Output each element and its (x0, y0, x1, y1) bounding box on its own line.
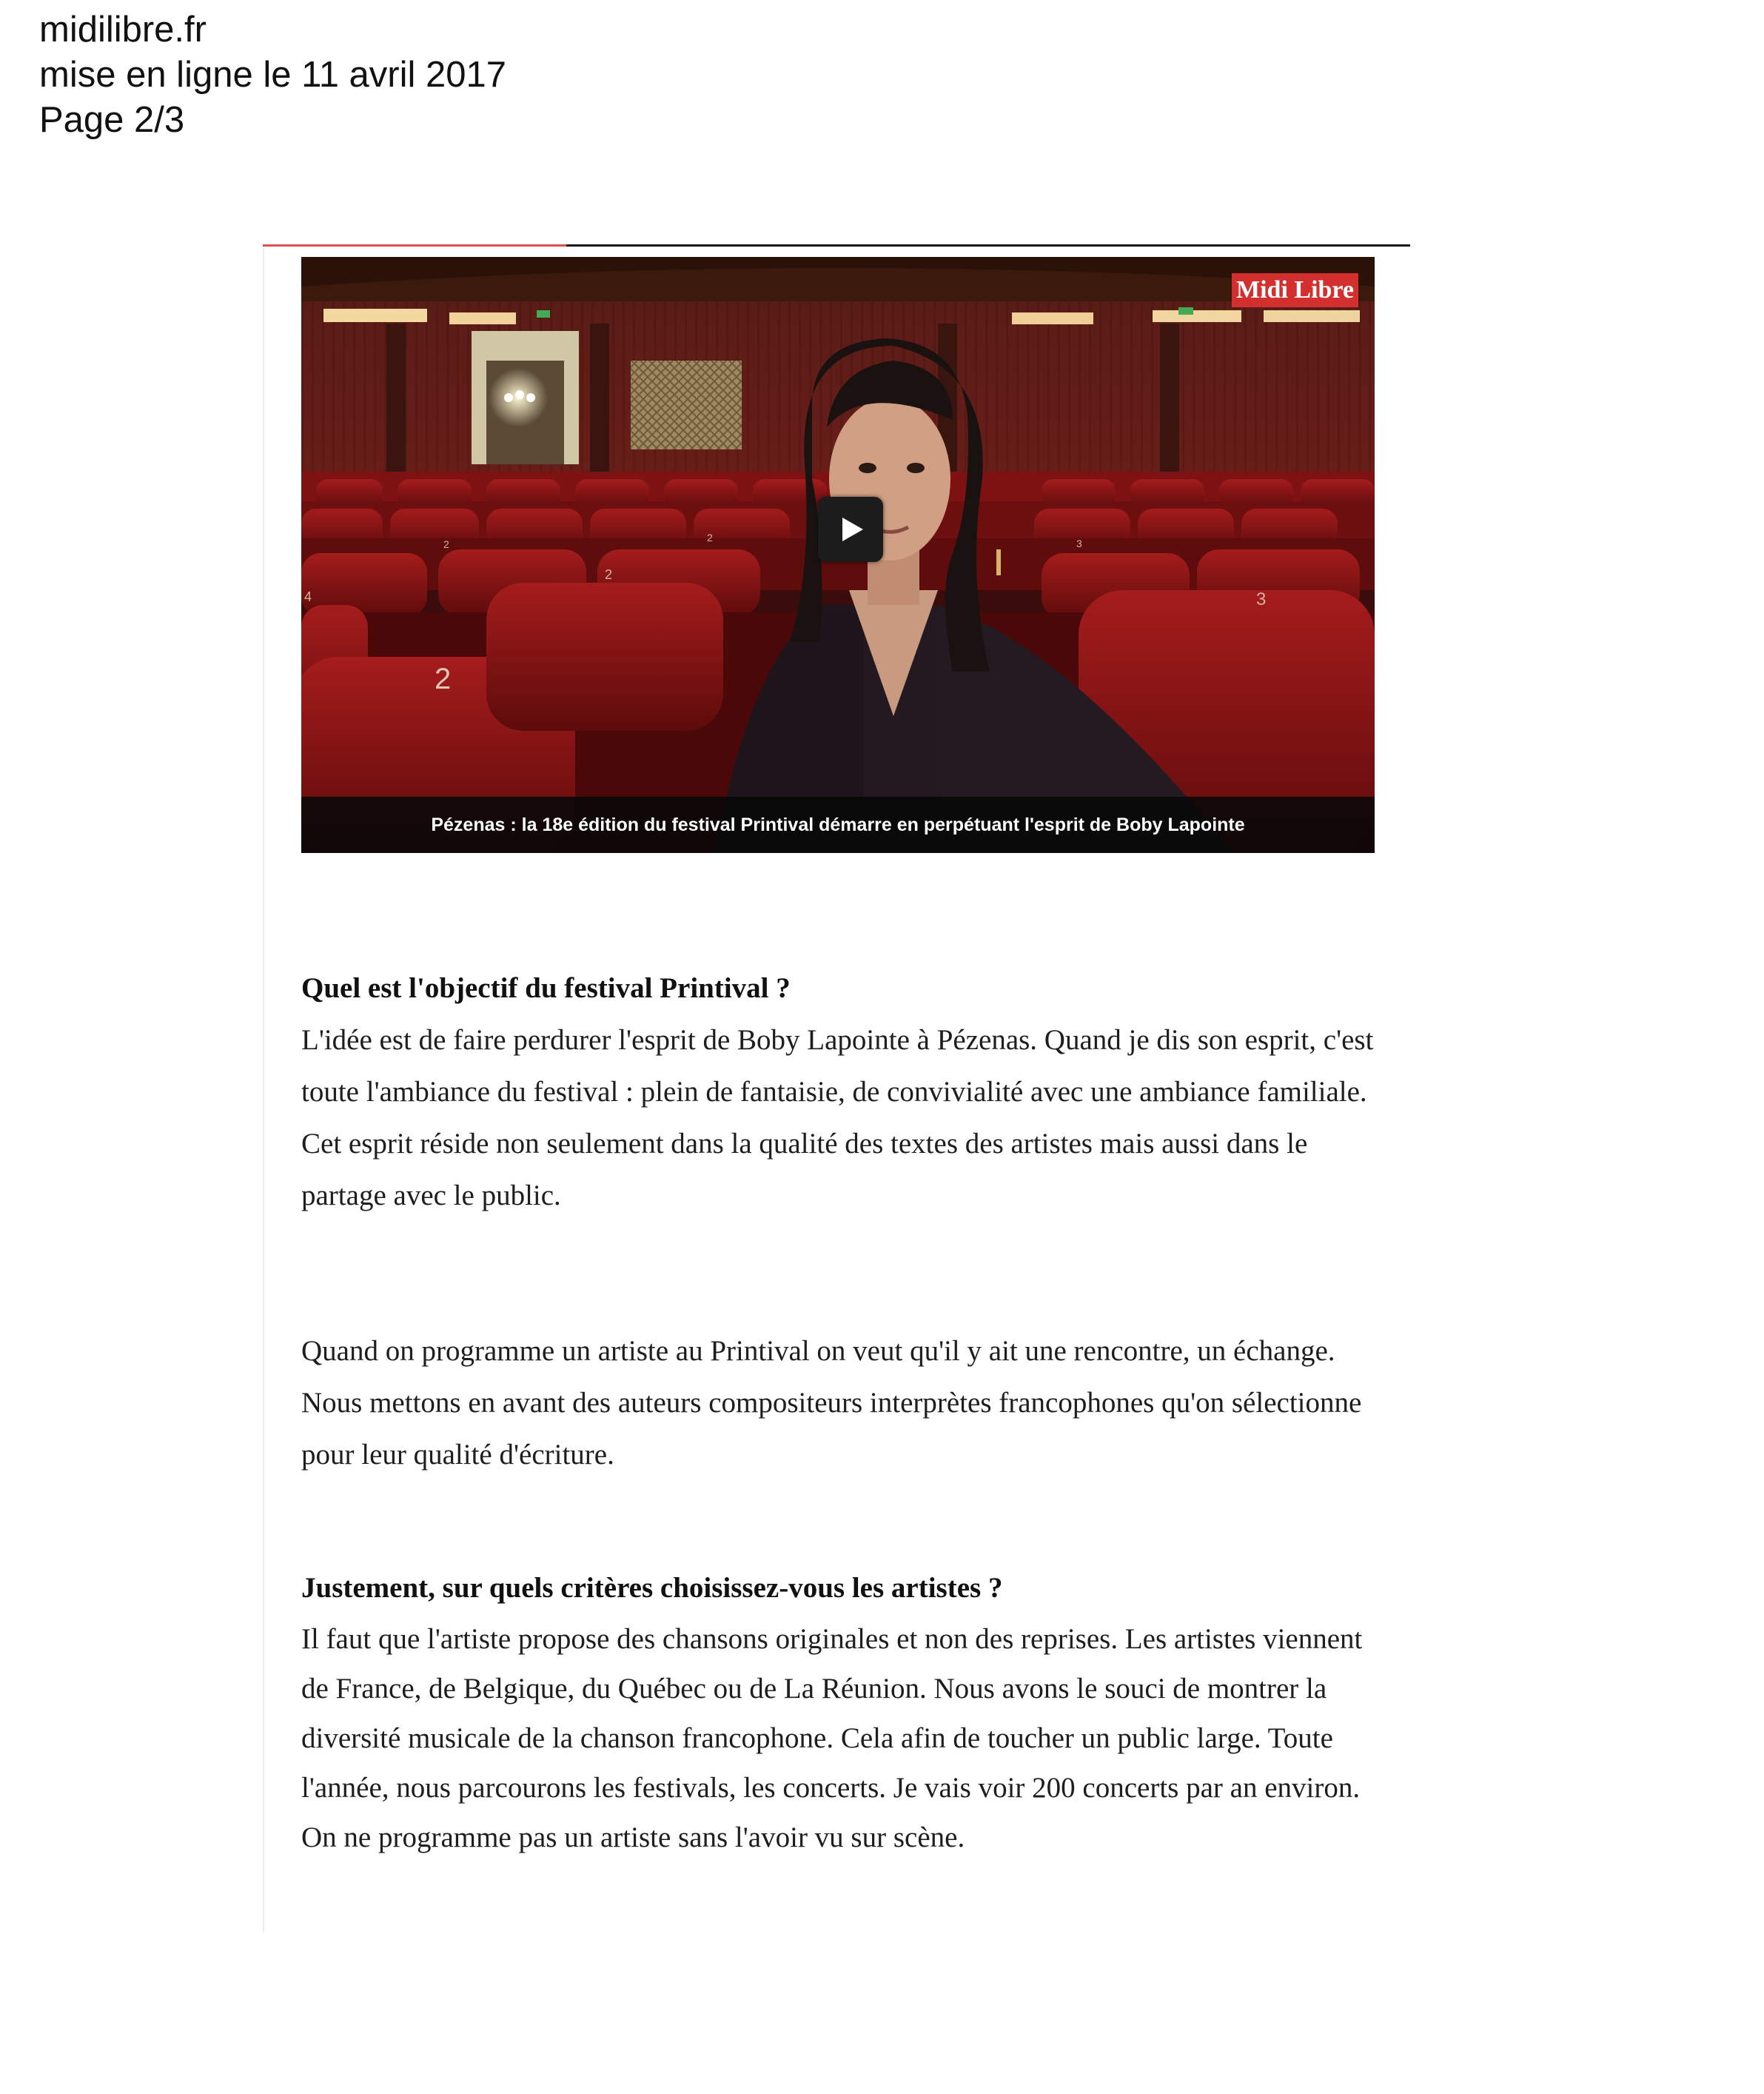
seat-number-label: 2 (707, 532, 713, 543)
article-clipping (263, 244, 1410, 1933)
publication-date: mise en ligne le 11 avril 2017 (39, 55, 507, 95)
seat-number-label: 2 (605, 567, 613, 582)
question-heading: Quel est l'objectif du festival Printival ? (301, 972, 791, 1004)
play-icon (842, 518, 863, 541)
top-rule-accent (263, 244, 566, 247)
question-heading: Justement, sur quels critères choisissez-vous les artistes ? (301, 1572, 1003, 1604)
seat-number-label: 2 (435, 663, 452, 695)
answer-paragraph: Il faut que l'artiste propose des chansons originales et non des reprises. Les artistes viennent de France, de Belgique, du Québec ou de La Réunion. Nous avons le souci de montrer la diversité musicale de la chanson francophone. Cela afin de toucher un public large. Toute l'année, nous parcourons les festivals, les concerts. Je vais voir 200 concerts par an environ. On ne programme pas un artiste sans l'avoir vu sur scène. (301, 1623, 1363, 1853)
document-header (39, 7, 506, 143)
article-body (301, 963, 1382, 1862)
video-caption: Pézenas : la 18e édition du festival Printival démarre en perpétuant l'esprit de Boby Lapointe (301, 797, 1375, 853)
answer-paragraph: L'idée est de faire perdurer l'esprit de Boby Lapointe à Pézenas. Quand je dis son esprit, c'est toute l'ambiance du festival : plein de fantaisie, de convivialité avec une ambiance familiale. Cet esprit réside non seulement dans la qualité des textes des artistes mais aussi dans le partage avec le public. (301, 1024, 1374, 1211)
seat-number-label: 4 (304, 589, 312, 604)
site-name: midilibre.fr (39, 10, 207, 50)
brand-logo-badge: Midi Libre (1232, 273, 1358, 307)
answer-paragraph: Quand on programme un artiste au Printival on veut qu'il y ait une rencontre, un échange. Nous mettons en avant des auteurs compositeurs interprètes francophones qu'on sélectionne pour leur qualité d'écriture. (301, 1335, 1362, 1471)
section-spacer (301, 1481, 1382, 1562)
seat-number-label: 3 (1256, 589, 1267, 609)
seat-number-label: 3 (1076, 538, 1082, 549)
play-button[interactable] (818, 497, 883, 562)
page-number: Page 2/3 (39, 100, 185, 140)
video-player[interactable] (301, 257, 1375, 853)
seat-number-label: 2 (443, 538, 449, 550)
left-edge-divider (263, 247, 264, 1933)
